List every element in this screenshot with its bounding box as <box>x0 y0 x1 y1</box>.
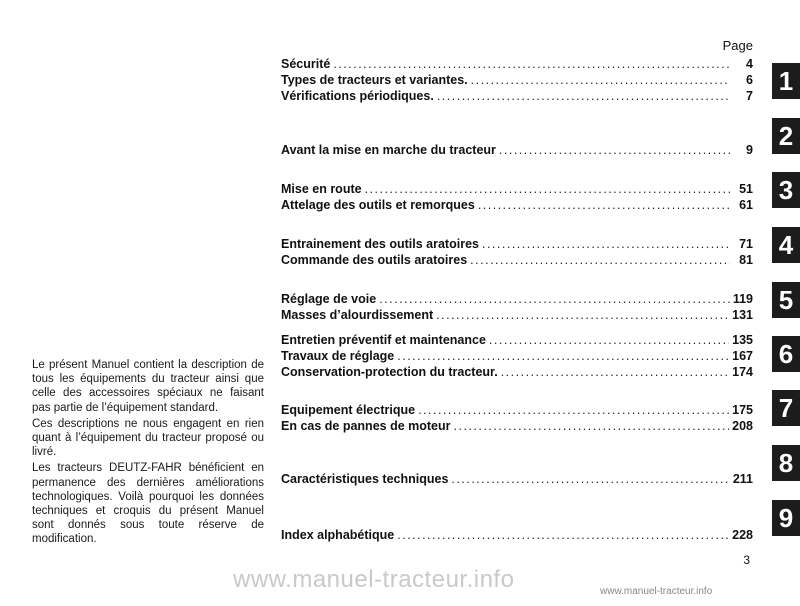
chapter-tab-3[interactable]: 3 <box>772 172 800 208</box>
toc-entry-title: Réglage de voie <box>281 292 377 306</box>
page-number: 3 <box>743 553 750 567</box>
toc-entry[interactable] <box>281 471 753 487</box>
toc-entry-page: 4 <box>746 57 753 71</box>
intro-text <box>32 358 264 549</box>
toc-entry-page: 174 <box>732 365 753 379</box>
toc-entry-page: 51 <box>739 182 753 196</box>
dot-leader <box>471 72 730 88</box>
dot-leader <box>451 471 729 487</box>
toc-entry-title: Entretien préventif et maintenance <box>281 333 486 347</box>
toc-entry-page: 81 <box>739 253 753 267</box>
chapter-tab-5[interactable]: 5 <box>772 282 800 318</box>
chapter-tab-1[interactable]: 1 <box>772 63 800 99</box>
toc-entry-page: 135 <box>732 333 753 347</box>
toc-entry-title: Mise en route <box>281 182 362 196</box>
dot-leader <box>397 527 729 543</box>
chapter-tab-2[interactable]: 2 <box>772 118 800 154</box>
toc-entry[interactable] <box>281 197 753 213</box>
toc-entry-title: Equipement électrique <box>281 403 416 417</box>
toc-entry[interactable] <box>281 142 753 158</box>
toc-entry-title: En cas de pannes de moteur <box>281 419 451 433</box>
toc-entry-page: 131 <box>732 308 753 322</box>
toc-entry-page: 208 <box>732 419 753 433</box>
toc-entry-page: 71 <box>739 237 753 251</box>
dot-leader <box>418 402 729 418</box>
toc-entry[interactable] <box>281 402 753 418</box>
toc-entry[interactable] <box>281 307 753 323</box>
toc-section-4 <box>281 236 753 268</box>
chapter-tab-7[interactable]: 7 <box>772 390 800 426</box>
toc-entry-page: 6 <box>746 73 753 87</box>
toc-section-9 <box>281 527 753 543</box>
toc-entry[interactable] <box>281 348 753 364</box>
toc-entry-page: 61 <box>739 198 753 212</box>
toc-section-1 <box>281 56 753 104</box>
dot-leader <box>489 332 729 348</box>
dot-leader <box>454 418 730 434</box>
toc-entry[interactable] <box>281 56 753 72</box>
dot-leader <box>478 197 730 213</box>
dot-leader <box>499 142 730 158</box>
toc-entry-title: Conservation-protection du tracteur. <box>281 365 498 379</box>
toc-entry-title: Avant la mise en marche du tracteur <box>281 143 496 157</box>
dot-leader <box>333 56 730 72</box>
dot-leader <box>470 252 730 268</box>
toc-entry[interactable] <box>281 72 753 88</box>
toc-entry-title: Types de tracteurs et variantes. <box>281 73 468 87</box>
dot-leader <box>365 181 730 197</box>
toc-section-8 <box>281 471 753 487</box>
toc-entry-title: Entrainement des outils aratoires <box>281 237 479 251</box>
toc-entry[interactable] <box>281 291 753 307</box>
toc-entry-title: Masses d’alourdissement <box>281 308 434 322</box>
intro-paragraph: Ces descriptions ne nous engagent en rien quant à l’équipement du tracteur proposé ou livré. <box>32 417 264 459</box>
chapter-tabs <box>772 0 800 606</box>
chapter-tab-9[interactable]: 9 <box>772 500 800 536</box>
toc-entry-title: Vérifications périodiques. <box>281 89 434 103</box>
toc-entry[interactable] <box>281 418 753 434</box>
toc-entry[interactable] <box>281 88 753 104</box>
dot-leader <box>482 236 730 252</box>
chapter-tab-8[interactable]: 8 <box>772 445 800 481</box>
toc-entry-title: Commande des outils aratoires <box>281 253 468 267</box>
chapter-tab-6[interactable]: 6 <box>772 336 800 372</box>
toc-entry-title: Attelage des outils et remorques <box>281 198 475 212</box>
toc-section-5 <box>281 291 753 323</box>
toc-entry-page: 228 <box>732 528 753 542</box>
toc-entry[interactable] <box>281 332 753 348</box>
intro-paragraph: Les tracteurs DEUTZ-FAHR bénéficient en permanence des dernières améliorations technologiques. Voilà pourquoi les données techniques et croquis du présent Manuel sont donnés sous toute réserve de modification. <box>32 462 264 546</box>
toc-entry-title: Sécurité <box>281 57 331 71</box>
watermark: www.manuel-tracteur.info <box>233 566 515 593</box>
intro-paragraph: Le présent Manuel contient la description de tous les équipements du tracteur ainsi que celle des accessoires spéciaux ne faisant pas partie de l’équipement standard. <box>32 359 264 414</box>
toc-entry-page: 7 <box>746 89 753 103</box>
toc-entry-page: 167 <box>732 349 753 363</box>
toc-entry-page: 9 <box>746 143 753 157</box>
toc-entry[interactable] <box>281 527 753 543</box>
page-column-header: Page <box>722 38 753 53</box>
toc-entry[interactable] <box>281 181 753 197</box>
toc-section-6 <box>281 332 753 380</box>
toc-entry-title: Caractéristiques techniques <box>281 472 449 486</box>
toc-entry-page: 119 <box>732 292 753 306</box>
toc-entry[interactable] <box>281 236 753 252</box>
dot-leader <box>501 364 729 380</box>
chapter-tab-4[interactable]: 4 <box>772 227 800 263</box>
toc-entry[interactable] <box>281 252 753 268</box>
toc-entry-title: Travaux de réglage <box>281 349 395 363</box>
toc-entry-title: Index alphabétique <box>281 528 395 542</box>
toc-section-3 <box>281 181 753 213</box>
toc-section-7 <box>281 402 753 434</box>
toc-entry[interactable] <box>281 364 753 380</box>
dot-leader <box>436 307 729 323</box>
toc-section-2 <box>281 142 753 158</box>
toc-entry-page: 175 <box>732 403 753 417</box>
watermark-small: www.manuel-tracteur.info <box>600 586 713 597</box>
dot-leader <box>379 291 730 307</box>
toc-entry-page: 211 <box>732 472 753 486</box>
dot-leader <box>437 88 730 104</box>
dot-leader <box>397 348 729 364</box>
